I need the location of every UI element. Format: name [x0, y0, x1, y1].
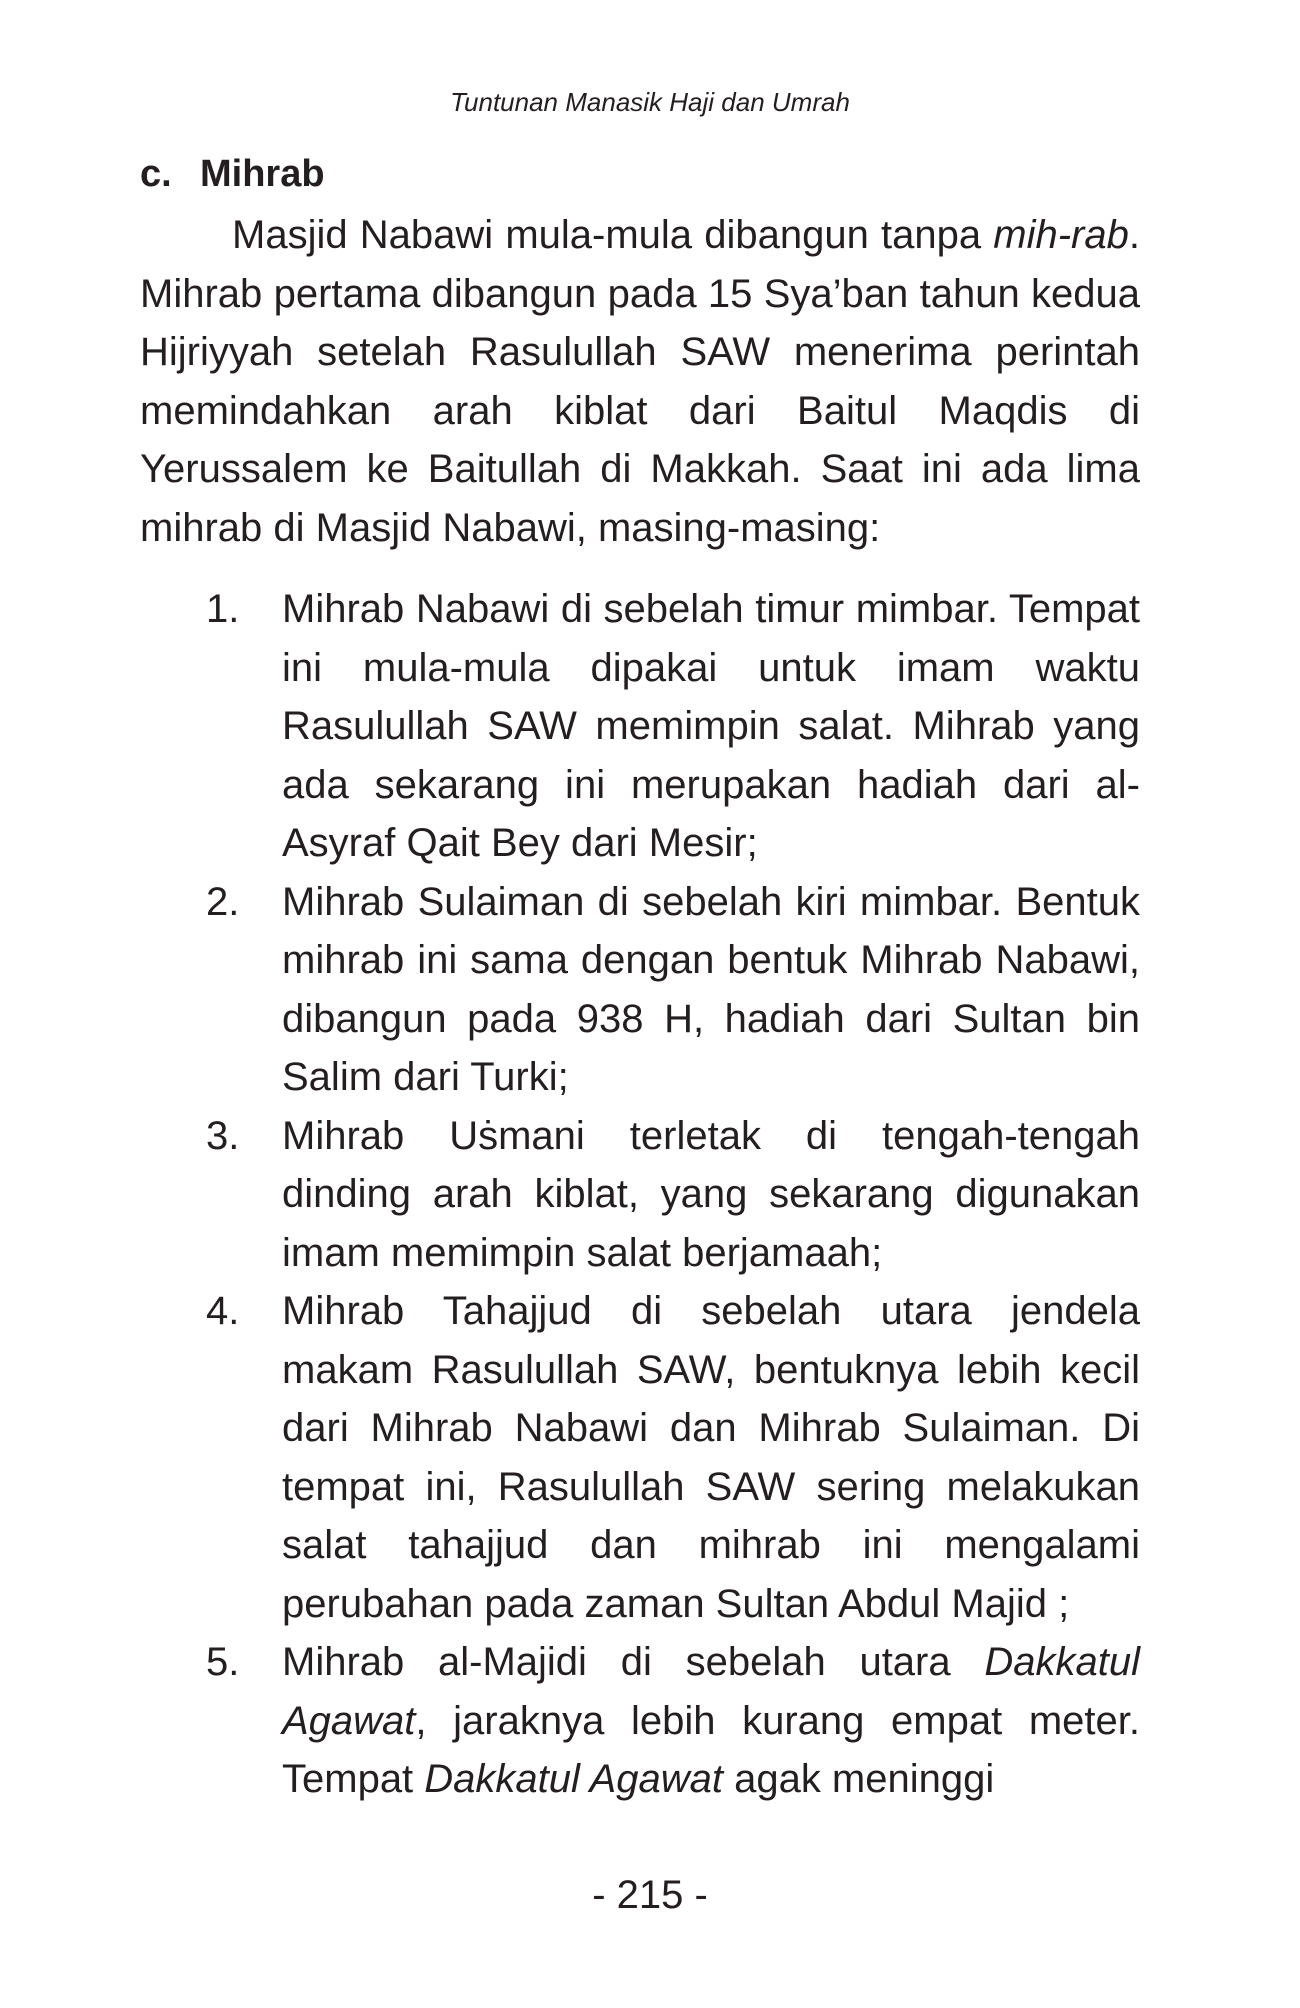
list-item-text: agak meninggi — [722, 1757, 995, 1801]
list-item-text: Mihrab Uṡmani terletak di tengah-tengah dinding arah kiblat, yang sekarang digunakan imam memimpin salat berjamaah; — [282, 1113, 1140, 1275]
running-head: Tuntunan Manasik Haji dan Umrah — [450, 87, 850, 117]
list-item — [140, 1633, 1140, 1809]
list-item-number: 3. — [206, 1113, 240, 1158]
list-item-number: 5. — [206, 1640, 240, 1684]
list-item-text: Mihrab Nabawi di sebelah timur mimbar. Tempat ini mula-mula dipakai untuk imam waktu Rasulullah SAW memimpin salat. Mihrab yang ada sekarang ini merupakan hadiah dari al-Asyraf Qait Bey dari Mesir; — [282, 587, 1140, 865]
section-letter: c. — [140, 153, 172, 195]
page-number: - 215 - — [592, 1873, 708, 1917]
list-item-italic-term: Dakkatul Agawat — [282, 1640, 1140, 1743]
list-item-italic-term: Dakkatul Agawat — [424, 1757, 723, 1801]
intro-italic-term: mih-rab — [993, 213, 1129, 257]
list-item — [140, 1282, 1140, 1633]
list-item — [140, 580, 1140, 873]
list-item-number: 1. — [206, 587, 240, 631]
section-title: Mihrab — [200, 153, 325, 195]
intro-text-1: Masjid Nabawi mula-mula dibangun tanpa — [232, 213, 994, 257]
intro-text-2: . Mihrab pertama dibangun pada 15 Sya’ban tahun kedua Hijriyyah setelah Rasulullah SAW menerima perintah memindahkan arah kiblat dari Baitul Maqdis di Yerussalem ke Baitullah di Makkah. Saat ini ada lima mihrab di Masjid Nabawi, masing-masing: — [140, 213, 1140, 550]
section-heading — [140, 148, 325, 200]
intro-paragraph — [140, 206, 1140, 557]
list-item-text: , jaraknya lebih kurang empat meter. Tempat — [282, 1698, 1140, 1801]
mihrab-list — [140, 580, 1140, 1809]
list-item — [140, 1107, 1140, 1283]
list-item-text: Mihrab al-Majidi di sebelah utara — [282, 1640, 985, 1684]
list-item-text: Mihrab Sulaiman di sebelah kiri mimbar. Bentuk mihrab ini sama dengan bentuk Mihrab Nabawi, dibangun pada 938 H, hadiah dari Sultan bin Salim dari Turki; — [282, 879, 1140, 1099]
list-item-number: 4. — [206, 1289, 240, 1333]
list-item-text: Mihrab Tahajjud di sebelah utara jendela makam Rasulullah SAW, bentuknya lebih kecil dari Mihrab Nabawi dan Mihrab Sulaiman. Di tempat ini, Rasulullah SAW sering melakukan salat tahajjud dan mihrab ini mengalami perubahan pada zaman Sultan Abdul Majid ; — [282, 1289, 1140, 1626]
list-item-number: 2. — [206, 879, 240, 924]
list-item — [140, 873, 1140, 1107]
